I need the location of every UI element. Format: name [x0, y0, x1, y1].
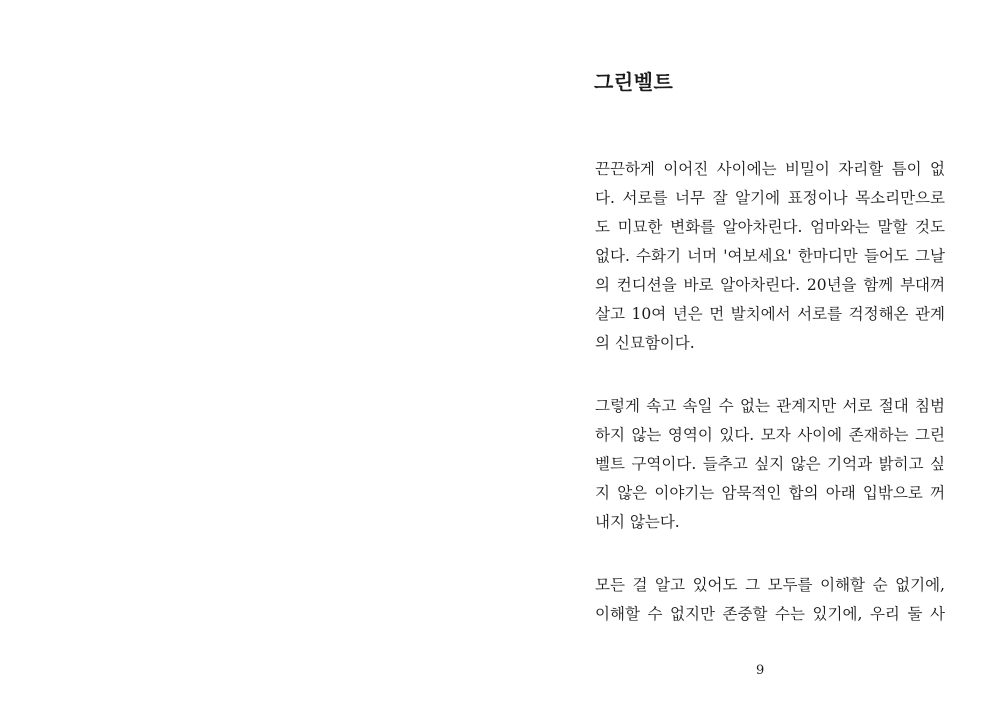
right-page [500, 0, 1000, 714]
text-line: 다. 서로를 너무 잘 알기에 표정이나 목소리만으로 [595, 189, 945, 207]
text-line: 의 신묘함이다. [595, 334, 695, 352]
text-line: 도 미묘한 변화를 알아차린다. 엄마와는 말할 것도 [595, 218, 945, 236]
text-line: 모든 걸 알고 있어도 그 모두를 이해할 순 없기에, [595, 576, 945, 594]
text-line: 끈끈하게 이어진 사이에는 비밀이 자리할 틈이 없 [595, 160, 945, 178]
paragraph-2 [595, 392, 945, 537]
text-line: 하지 않는 영역이 있다. 모자 사이에 존재하는 그린 [595, 426, 945, 444]
text-line: 없다. 수화기 너머 '여보세요' 한마디만 들어도 그날 [595, 247, 945, 265]
paragraph-1 [595, 155, 945, 358]
paragraph-3 [595, 571, 945, 629]
text-line: 이해할 수 없지만 존중할 수는 있기에, 우리 둘 사 [595, 605, 945, 623]
body-text [595, 155, 945, 663]
text-line: 내지 않는다. [595, 513, 680, 531]
text-line: 지 않은 이야기는 암묵적인 합의 아래 입밖으로 꺼 [595, 484, 945, 502]
chapter-title: 그린벨트 [594, 70, 674, 94]
text-line: 벨트 구역이다. 들추고 싶지 않은 기억과 밝히고 싶 [595, 455, 945, 473]
text-line: 그렇게 속고 속일 수 없는 관계지만 서로 절대 침범 [595, 397, 945, 415]
text-line: 의 컨디션을 바로 알아차린다. 20년을 함께 부대껴 [595, 276, 945, 294]
text-line: 살고 10여 년은 먼 발치에서 서로를 걱정해온 관계 [595, 305, 945, 323]
page-number: 9 [756, 663, 765, 678]
